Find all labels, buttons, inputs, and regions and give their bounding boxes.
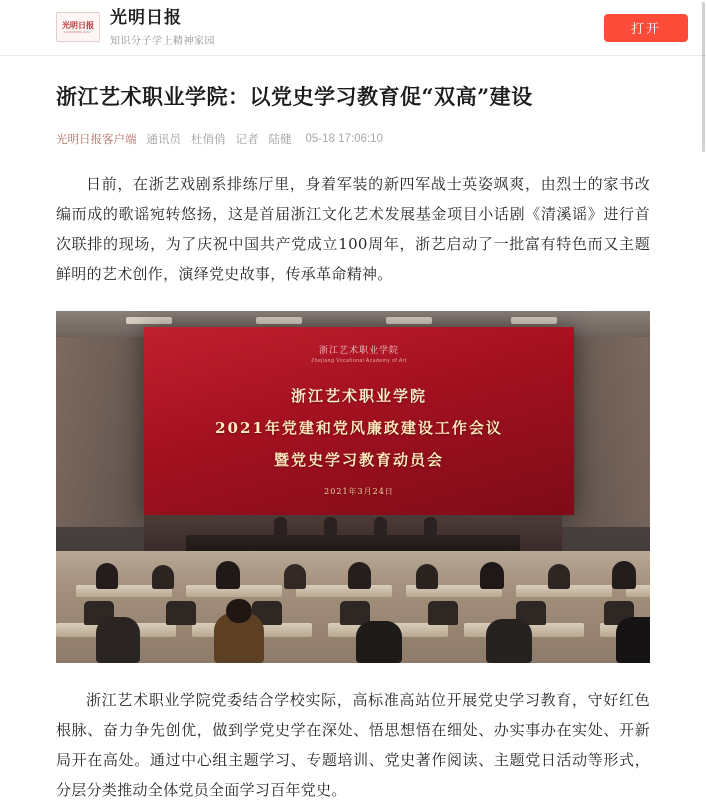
meta-source[interactable]: 光明日报客户端 — [56, 134, 137, 147]
guangming-logo-icon — [56, 12, 100, 42]
ceiling-light-icon — [126, 317, 172, 324]
audience-chair — [166, 601, 196, 625]
ceiling-light-icon — [256, 317, 302, 324]
brand-subtitle: 知识分子学上精神家园 — [110, 35, 215, 47]
audience-member — [284, 564, 306, 589]
screen-line-2: 2021年党建和党风廉政建设工作会议 — [215, 419, 503, 438]
seated-speaker — [324, 517, 337, 535]
audience-chair — [428, 601, 458, 625]
academy-logo-icon — [311, 343, 407, 364]
audience-member — [480, 562, 504, 589]
brand-title: 光明日报 — [110, 8, 182, 29]
article-paragraph-1: 日前，在浙艺戏剧系排练厅里，身着军装的新四军战士英姿飒爽，由烈士的家书改编而成的歌谣宛转悠扬，这是首届浙江文化艺术发展基金项目小话剧《清溪谣》进行首次联排的现场，为了庆祝中国共产党成立100周年，浙艺启动了一批富有特色而又主题鲜明的艺术创作，演绎党史故事，传承革命精神。 — [56, 175, 650, 284]
audience-member — [416, 564, 438, 589]
page-title: 浙江艺术职业学院：以党史学习教育促“双高”建设 — [56, 84, 533, 109]
screen-text-block — [144, 385, 574, 497]
wall-left — [56, 337, 151, 527]
seated-speaker — [374, 517, 387, 535]
article-paragraph-2: 浙江艺术职业学院党委结合学校实际，高标准高站位开展党史学习教育，守好红色根脉、奋力争先创优，做到学党史学在深处、悟思想悟在细处、办实事办在实处、开新局开在高处。通过中心组主题学习、专题培训、党史著作阅读、主题党日活动等形式，分层分类推动全体党员全面学习百年党史。 — [56, 691, 650, 800]
meta-timestamp: 05-18 17:06:10 — [305, 133, 383, 146]
site-header — [0, 0, 706, 56]
logo-cn-text: 光明日报 — [62, 19, 94, 30]
open-app-button[interactable]: 打开 — [604, 14, 688, 42]
audience-member — [216, 561, 240, 589]
article-meta — [56, 131, 650, 147]
meta-author-2: 陆健 — [268, 134, 292, 147]
stage-backdrop-screen — [144, 327, 574, 515]
screen-line-1: 浙江艺术职业学院 — [290, 387, 427, 406]
seated-speaker — [424, 517, 437, 535]
meta-role-2: 记者 — [235, 134, 259, 147]
audience-desk — [296, 585, 392, 597]
scrollbar-thumb[interactable] — [702, 2, 705, 152]
ceiling-light-icon — [386, 317, 432, 324]
page-scrollbar[interactable] — [701, 0, 706, 767]
screen-line-3: 暨党史学习教育动员会 — [273, 451, 444, 470]
audience-member-head — [226, 599, 252, 623]
screen-logo-cn: 浙江艺术职业学院 — [318, 346, 400, 357]
seated-speaker — [274, 517, 287, 535]
meta-role: 通讯员 — [146, 134, 181, 147]
conference-room-scene — [56, 311, 650, 663]
audience-member-foreground — [356, 621, 402, 663]
audience-member-foreground — [96, 617, 140, 663]
audience-member — [96, 563, 118, 589]
audience-member-foreground — [486, 619, 532, 663]
audience-member — [152, 565, 174, 589]
screen-logo-en: Zhejiang Vocational Academy of Art — [311, 358, 407, 365]
logo-en-text: GUANGMING DAILY — [63, 30, 93, 34]
ceiling-light-icon — [511, 317, 557, 324]
audience-member — [612, 561, 636, 589]
article-body — [0, 56, 706, 805]
audience-floor — [56, 551, 650, 663]
audience-member-foreground — [616, 617, 650, 663]
article-image — [56, 311, 650, 663]
audience-member — [348, 562, 371, 589]
meta-author-1: 杜俏俏 — [191, 134, 226, 147]
brand[interactable] — [56, 8, 215, 46]
brand-text — [110, 8, 215, 46]
screen-date: 2021年3月24日 — [324, 487, 394, 497]
audience-member — [548, 564, 570, 589]
